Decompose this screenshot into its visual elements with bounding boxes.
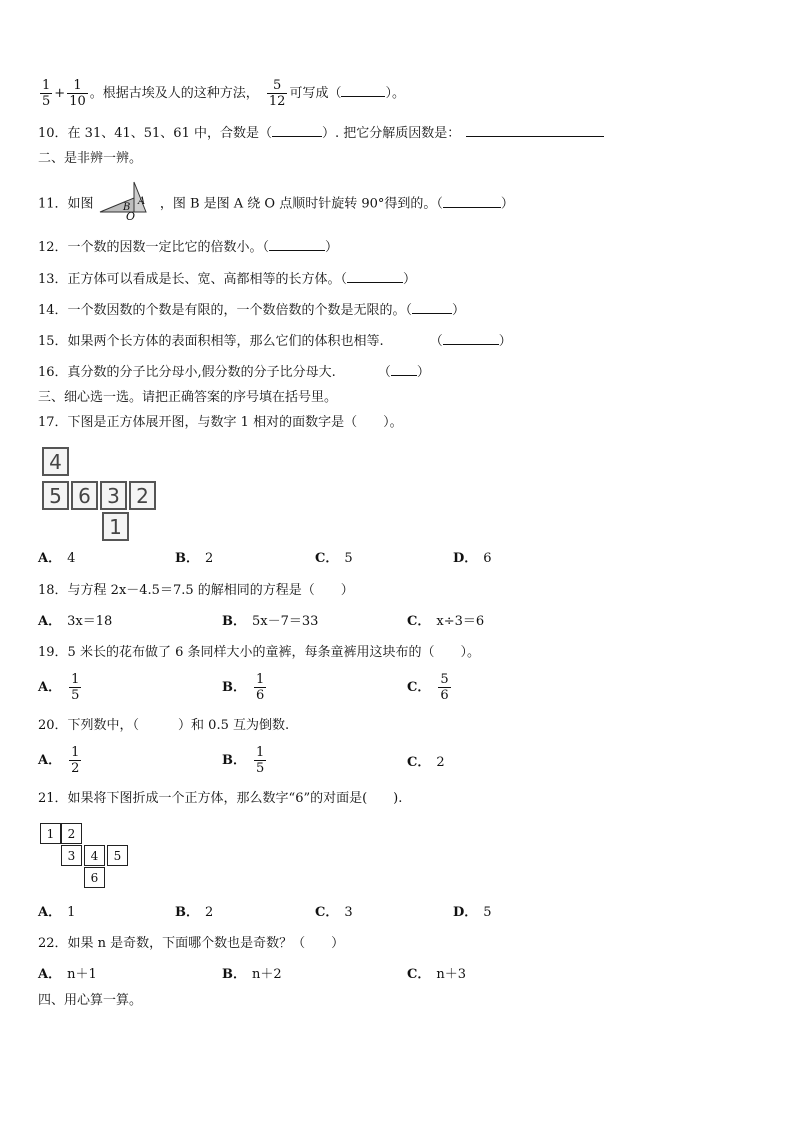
q21-text: 21．如果将下图折成一个正方体，那么数字“6”的对面是( ). <box>38 791 403 806</box>
option-c[interactable]: C． x÷3＝6 <box>407 614 485 629</box>
option-c[interactable]: C． n＋3 <box>407 967 467 982</box>
plus-sign: + <box>54 86 66 101</box>
answer-blank[interactable] <box>443 195 501 208</box>
section-heading: 三、细心选一选。请把正确答案的序号填在括号里。 <box>38 390 338 405</box>
q10-line: 10．在 31、41、51、61 中，合数是（ ）. 把它分解质因数是： <box>38 124 604 143</box>
option-b[interactable]: B． 5x－7＝33 <box>222 614 319 629</box>
net-face: 2 <box>61 823 82 844</box>
fraction: $\frac{5}{12}$ <box>268 78 286 109</box>
q18-text: 18．与方程 2x－4.5＝7.5 的解相同的方程是（ ） <box>38 583 354 598</box>
net-face: 3 <box>61 845 82 866</box>
fraction: $\frac{1}{2}$ <box>71 745 80 776</box>
net-face: 6 <box>71 481 98 510</box>
q14-line: 14．一个数因数的个数是有限的，一个数倍数的个数是无限的。（ ） <box>38 303 466 318</box>
section-heading: 二、是非辨一辨。 <box>38 151 143 166</box>
fraction: $\frac{1}{5}$ <box>256 745 265 776</box>
q15-line: 15．如果两个长方体的表面积相等，那么它们的体积也相等. （ ） <box>38 334 512 349</box>
answer-blank[interactable] <box>341 84 385 97</box>
label-o: O <box>126 210 136 223</box>
fraction: $\frac{1}{10}$ <box>69 78 86 109</box>
option-c[interactable]: C． 5 <box>315 551 353 566</box>
q16-line: 16．真分数的分子比分母小,假分数的分子比分母大. （ ） <box>38 365 430 380</box>
net-face: 4 <box>84 845 105 866</box>
option-a[interactable]: A． 3x＝18 <box>38 614 113 629</box>
net-face: 5 <box>42 481 69 510</box>
q20-text: 20．下列数中，（ ）和 0.5 互为倒数. <box>38 718 290 733</box>
answer-blank[interactable] <box>347 270 403 283</box>
option-d[interactable]: D． 6 <box>453 551 492 566</box>
label-b: B <box>122 202 131 213</box>
option-a[interactable]: A． n＋1 <box>38 967 97 982</box>
option-c[interactable]: C． 3 <box>315 905 353 920</box>
answer-blank[interactable] <box>412 301 452 314</box>
option-a[interactable]: A． 1 <box>38 905 76 920</box>
option-b[interactable]: B． 2 <box>175 551 214 566</box>
net-face: 1 <box>40 823 61 844</box>
net-face: 6 <box>84 867 105 888</box>
net-face: 4 <box>42 447 69 476</box>
answer-blank[interactable] <box>272 124 322 137</box>
q9-text: 。根据古埃及人的这种方法， <box>89 86 259 101</box>
q13-line: 13．正方体可以看成是长、宽、高都相等的长方体。（ ） <box>38 272 417 287</box>
net-face: 1 <box>102 512 129 541</box>
option-a[interactable]: A． $\frac{1}{5}$ <box>38 672 80 703</box>
q11-line: 11．如图 A B ，图 B 是图 A 绕 O 点顺时针旋转 90°得到的。（ ） <box>38 192 514 216</box>
answer-blank[interactable] <box>391 363 417 376</box>
option-a[interactable]: A． $\frac{1}{2}$ <box>38 745 80 776</box>
option-b[interactable]: B． $\frac{1}{5}$ <box>222 745 265 776</box>
option-a[interactable]: A． 4 <box>38 551 76 566</box>
option-c[interactable]: C． $\frac{5}{6}$ <box>407 672 449 703</box>
q9-line: $\frac{1}{5}$ + $\frac{1}{10}$ 。根据古埃及人的这种方法， $\frac{5}{12}$ 可写成（ ）。 <box>42 78 405 109</box>
label-a: A <box>137 196 145 207</box>
answer-blank[interactable] <box>443 332 499 345</box>
net-face: 5 <box>107 845 128 866</box>
fraction: $\frac{1}{6}$ <box>256 672 265 703</box>
q17-text: 17．下图是正方体展开图，与数字 1 相对的面数字是（ ）。 <box>38 415 403 430</box>
answer-blank[interactable] <box>466 124 604 137</box>
option-d[interactable]: D． 5 <box>453 905 492 920</box>
fraction: $\frac{1}{5}$ <box>42 78 51 109</box>
q12-line: 12．一个数的因数一定比它的倍数小。（ ） <box>38 240 339 255</box>
net-face: 2 <box>129 481 156 510</box>
fraction: $\frac{5}{6}$ <box>440 672 449 703</box>
fraction: $\frac{1}{5}$ <box>71 672 80 703</box>
option-b[interactable]: B． 2 <box>175 905 214 920</box>
section-heading: 四、用心算一算。 <box>38 993 143 1008</box>
option-c[interactable]: C． 2 <box>407 755 445 770</box>
option-b[interactable]: B． n＋2 <box>222 967 282 982</box>
option-b[interactable]: B． $\frac{1}{6}$ <box>222 672 265 703</box>
q22-text: 22．如果 n 是奇数，下面哪个数也是奇数？（ ） <box>38 936 345 951</box>
answer-blank[interactable] <box>269 238 325 251</box>
net-face: 3 <box>100 481 127 510</box>
q19-text: 19．5 米长的花布做了 6 条同样大小的童裤，每条童裤用这块布的（ ）。 <box>38 645 480 660</box>
